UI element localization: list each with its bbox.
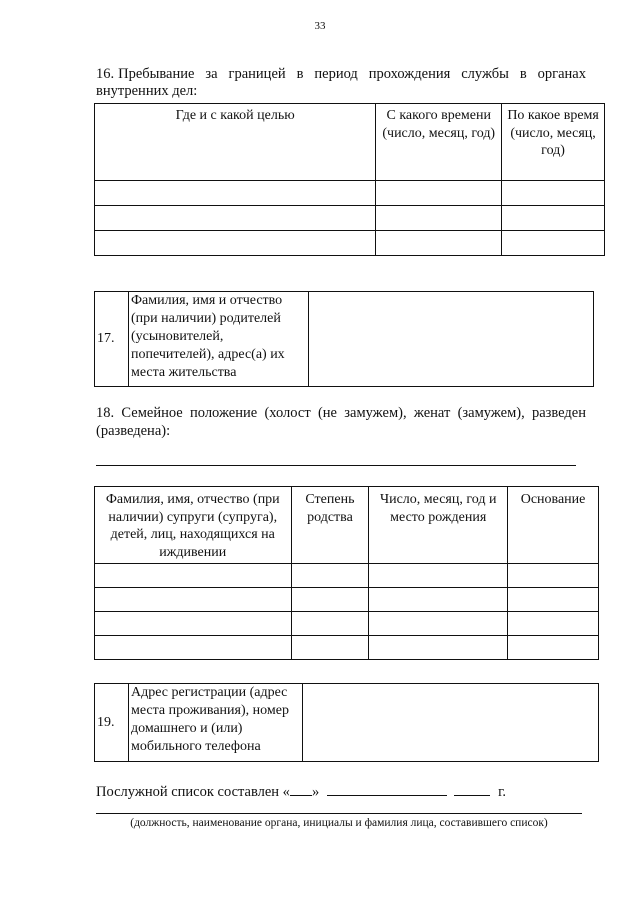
table-row — [95, 206, 605, 231]
year-suffix: г. — [498, 784, 506, 800]
section-16-number: 16. — [96, 66, 115, 82]
table-row — [95, 181, 605, 206]
section-16-title — [96, 66, 586, 100]
compiler-signature-field[interactable] — [96, 813, 582, 814]
family-header-name: Фамилия, имя, отчество (при наличии) супруги (супруга), детей, лиц, находящихся на иждивении — [95, 487, 292, 564]
compiled-text: Послужной список составлен « — [96, 784, 290, 800]
abroad-header-from: С какого времени (число, месяц, год) — [376, 104, 502, 181]
year-field[interactable] — [454, 783, 490, 796]
compiled-line — [96, 783, 506, 801]
parents-field[interactable] — [308, 292, 593, 387]
compiler-caption: (должность, наименование органа, инициалы и фамилия лица, составившего список) — [130, 817, 548, 829]
abroad-header-where: Где и с какой целью — [95, 104, 376, 181]
table-row — [95, 612, 599, 636]
page-number: 33 — [314, 20, 326, 32]
family-header-relation: Степень родства — [291, 487, 369, 564]
section-17-number: 17. — [95, 292, 129, 387]
day-field[interactable] — [290, 783, 312, 796]
month-field[interactable] — [327, 783, 447, 796]
table-row — [95, 564, 599, 588]
section-17-label: Фамилия, имя и отчество (при наличии) родителей (усыновителей, попечителей), адрес(а) их места жительства — [128, 292, 308, 387]
abroad-header-to: По какое время (число, месяц, год) — [502, 104, 605, 181]
family-header-basis: Основание — [508, 487, 599, 564]
table-row — [95, 636, 599, 660]
section-16-text: Пребывание за границей в период прохождения службы в органах внутренних дел: — [96, 66, 586, 99]
parents-table — [94, 291, 594, 387]
abroad-table — [94, 103, 605, 256]
section-18-title: 18. Семейное положение (холост (не замужем), женат (замужем), разведен (разведена): — [96, 405, 586, 439]
address-field[interactable] — [302, 684, 598, 762]
address-table — [94, 683, 599, 762]
close-quote: » — [311, 784, 320, 800]
section-19-number: 19. — [95, 684, 129, 762]
family-header-birth: Число, месяц, год и место рождения — [369, 487, 508, 564]
section-19-label: Адрес регистрации (адрес места проживания), номер домашнего и (или) мобильного телефона — [128, 684, 302, 762]
marital-status-field[interactable] — [96, 465, 576, 466]
family-table — [94, 486, 599, 660]
table-row — [95, 588, 599, 612]
table-row — [95, 231, 605, 256]
